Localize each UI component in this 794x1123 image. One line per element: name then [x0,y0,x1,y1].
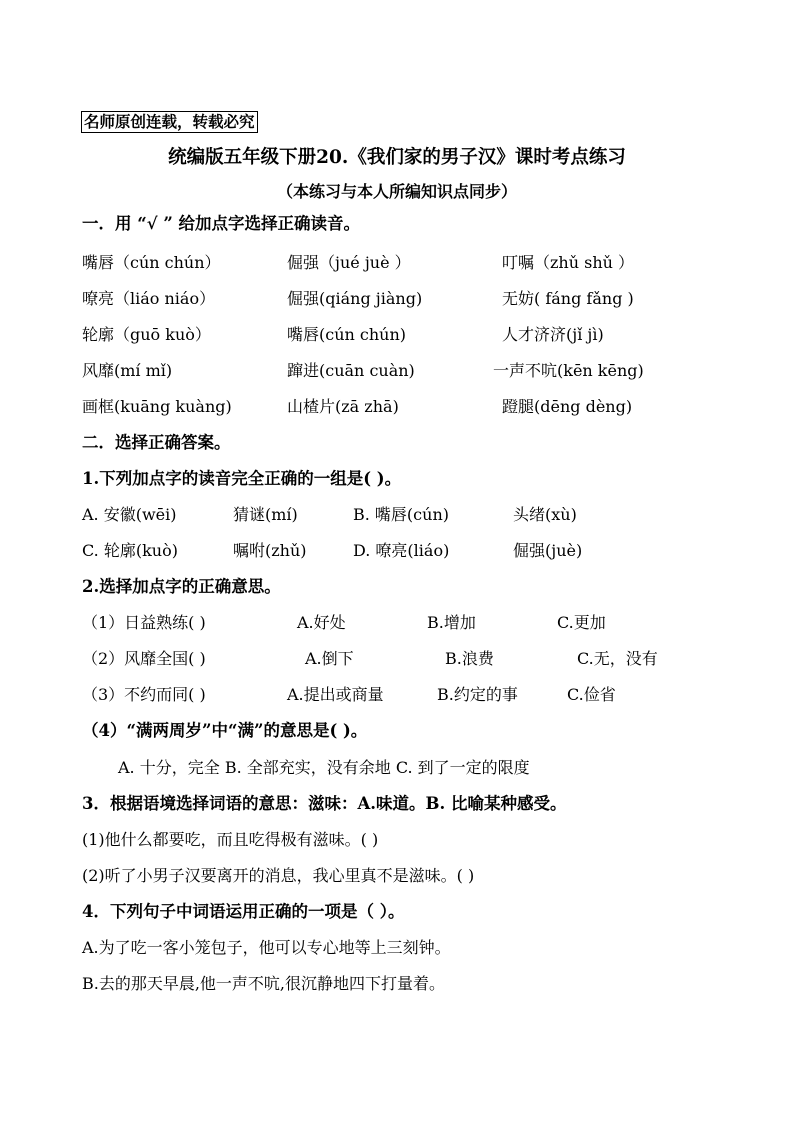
page-title: 统编版五年级下册20.《我们家的男子汉》课时考点练习 [168,147,626,168]
pinyin-item: 嘴唇（cún chún） [82,253,221,272]
pinyin-item: 山楂片(zā zhā) [287,397,399,416]
meaning-option: B.增加 [427,613,476,632]
pinyin-item: 轮廓（guō kuò） [82,325,211,344]
option-text: A. 安徽(wēi) [82,505,177,524]
question-2-item-4: （4）“满两周岁”中“满”的意思是( )。 [82,721,368,740]
option-text: 头绪(xù) [513,505,577,524]
meaning-item: （2）风靡全国( ) [82,649,206,668]
meaning-option: A.好处 [297,613,346,632]
option-sentence: B.去的那天早晨,他一声不吭,很沉静地四下打量着。 [82,974,446,993]
pinyin-item: 倔强(qiáng jiàng) [287,289,423,308]
page-subtitle: （本练习与本人所编知识点同步） [276,182,517,201]
question-1-stem: 1.下列加点字的读音完全正确的一组是( )。 [82,469,402,488]
section2-heading: 二．选择正确答案。 [82,433,231,452]
pinyin-item: 嘹亮（liáo niáo） [82,289,216,308]
pinyin-item: 倔强（jué juè ） [287,253,411,272]
meaning-option: A.倒下 [305,649,354,668]
question-2-stem: 2.选择加点字的正确意思。 [82,577,281,596]
question-4-stem: 4．下列句子中词语运用正确的一项是（ ）。 [82,902,405,921]
option-text: B. 嘴唇(cún) [353,505,449,524]
question-3-stem: 3．根据语境选择词语的意思：滋味：A.味道。B. 比喻某种感受。 [82,794,567,813]
pinyin-item: 蹿进(cuān cuàn) [287,361,415,380]
meaning-item: （1）日益熟练( ) [82,613,206,632]
meaning-option: C.无，没有 [577,649,658,668]
option-text: 倔强(juè) [513,541,583,560]
context-sentence: (2)听了小男子汉要离开的消息，我心里真不是滋味。( ) [82,866,475,885]
option-text: D. 嘹亮(liáo) [353,541,450,560]
meaning-option: B.约定的事 [437,685,518,704]
meaning-option: C.俭省 [567,685,616,704]
pinyin-item: 蹬腿(dēng dèng) [502,397,633,416]
pinyin-item: 嘴唇(cún chún) [287,325,407,344]
pinyin-item: 人才济济(jǐ jì) [502,325,604,344]
pinyin-item: 画框(kuāng kuàng) [82,397,232,416]
meaning-option: A.提出或商量 [287,685,384,704]
option-text: C. 轮廓(kuò) [82,541,178,560]
context-sentence: (1)他什么都要吃，而且吃得极有滋味。( ) [82,830,379,849]
pinyin-item: 风靡(mí mǐ) [82,361,173,380]
meaning-option: B.浪费 [445,649,494,668]
option-text: 嘱咐(zhǔ) [233,541,307,560]
question-2-item-4-options: A. 十分，完全 B. 全部充实，没有余地 C. 到了一定的限度 [118,758,530,777]
copyright-stamp: 名师原创连载，转载必究 [81,111,258,133]
pinyin-item: 一声不吭(kēn kēng) [493,361,644,380]
option-text: 猜谜(mí) [233,505,298,524]
meaning-option: C.更加 [557,613,606,632]
meaning-item: （3）不约而同( ) [82,685,206,704]
section1-heading: 一．用 “√ ” 给加点字选择正确读音。 [82,214,361,233]
option-sentence: A.为了吃一客小笼包子，他可以专心地等上三刻钟。 [82,938,451,957]
pinyin-item: 无妨( fáng fǎng ) [502,289,634,308]
pinyin-item: 叮嘱（zhǔ shǔ ） [502,253,635,272]
